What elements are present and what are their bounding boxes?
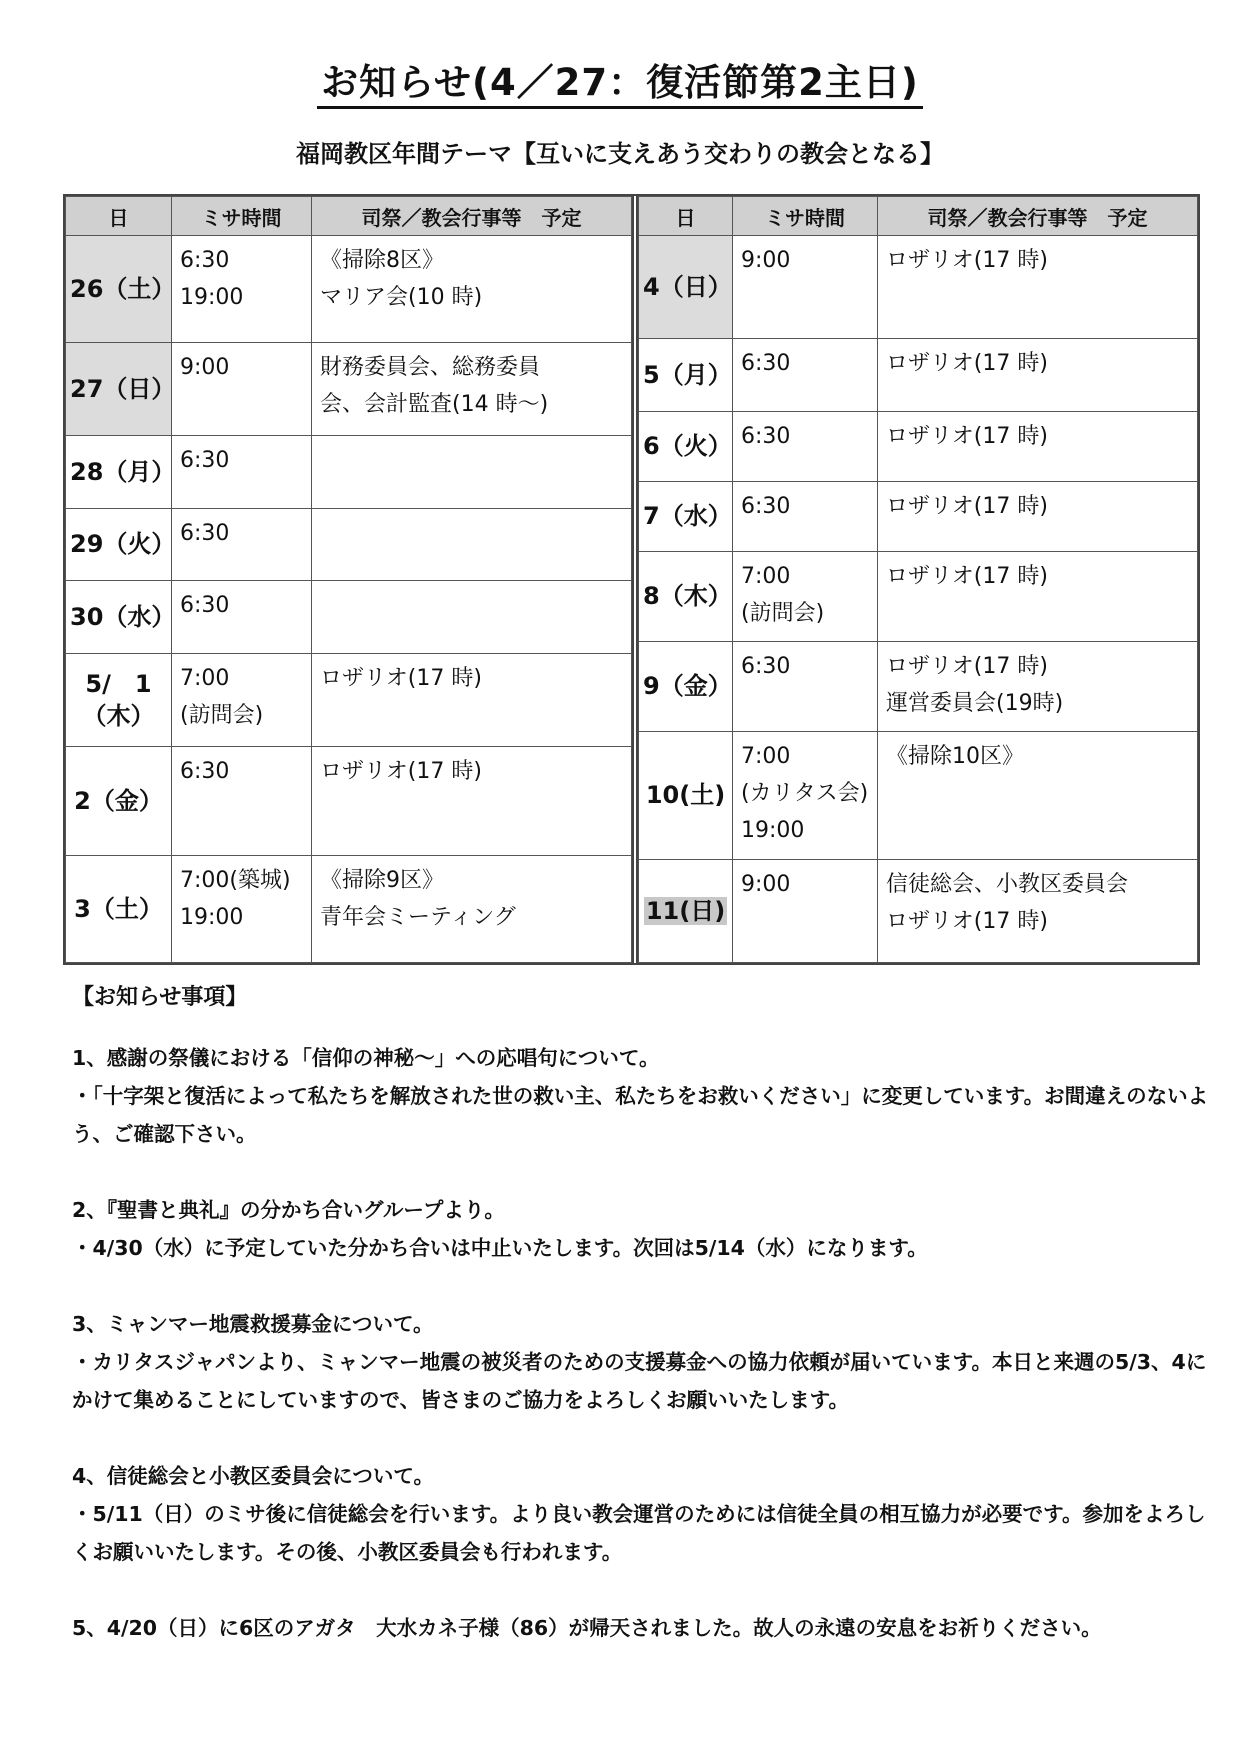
mass-time: 6:30 xyxy=(180,758,230,784)
event-item: ロザリオ(17 時) xyxy=(886,653,1048,679)
events-cell xyxy=(312,581,632,654)
day-label: 11(日) xyxy=(645,896,726,925)
mass-time: 9:00 xyxy=(741,871,791,897)
event-item: 信徒総会、小教区委員会 xyxy=(886,871,1129,897)
notice-item xyxy=(72,1039,1212,1153)
notice-body: ・4/30（水）に予定していた分かち合いは中止いたします。次回は5/14（水）になります。 xyxy=(72,1236,928,1260)
event-item: ロザリオ(17 時) xyxy=(320,758,482,784)
mass-time-cell xyxy=(172,435,312,508)
schedule-row xyxy=(66,581,632,654)
events-cell xyxy=(878,236,1198,339)
day-label: 10(土) xyxy=(645,781,726,810)
mass-time-cell xyxy=(172,581,312,654)
header-events: 司祭／教会行事等 予定 xyxy=(312,197,632,236)
day-cell xyxy=(66,581,176,654)
notice-item xyxy=(72,1305,1212,1419)
events-cell xyxy=(312,746,632,855)
mass-time: 6:30 xyxy=(180,447,230,473)
notice-body: ・「十字架と復活によって私たちを解放された世の救い主、私たちをお救いください」に変更しています。お間違えのないよう、ご確認下さい。 xyxy=(72,1084,1209,1146)
header-mass-time: ミサ時間 xyxy=(172,197,312,236)
schedule-row xyxy=(639,236,1198,339)
mass-time-cell xyxy=(172,746,312,855)
event-item: マリア会(10 時) xyxy=(320,285,483,310)
header-mass-time: ミサ時間 xyxy=(733,197,878,236)
mass-time: 9:00 xyxy=(741,248,791,273)
schedule-row xyxy=(66,342,632,435)
mass-time: 7:00(築城) xyxy=(180,868,291,894)
notice-item xyxy=(72,1191,1212,1267)
event-item: 《掃除8区》 xyxy=(320,248,444,273)
day-label: 29（火） xyxy=(70,530,176,559)
event-item: 《掃除9区》 xyxy=(320,868,444,894)
day-label: 3（土） xyxy=(74,895,163,923)
mass-time: 6:30 xyxy=(741,493,791,519)
day-label: 5/ 1（木） xyxy=(82,669,155,730)
day-cell xyxy=(66,236,176,343)
notice-body: ・5/11（日）のミサ後に信徒総会を行います。より良い教会運営のためには信徒全員の相互協力が必要です。参加をよろしくお願いいたします。その後、小教区委員会も行われます。 xyxy=(72,1502,1206,1564)
schedule-row xyxy=(639,411,1198,481)
events-cell xyxy=(878,481,1198,551)
day-label: 5（月） xyxy=(643,360,732,389)
mass-time: 7:00 xyxy=(741,743,791,769)
event-item: ロザリオ(17 時) xyxy=(886,563,1048,589)
day-label: 7（水） xyxy=(643,502,732,531)
schedule-row xyxy=(639,339,1198,411)
mass-time: 9:00 xyxy=(180,354,230,380)
notices-section xyxy=(72,980,1212,1685)
day-label: 6（火） xyxy=(643,432,732,461)
events-cell xyxy=(878,551,1198,641)
mass-time: 19:00 xyxy=(180,285,244,310)
mass-time: 7:00 xyxy=(741,563,791,589)
mass-time-cell xyxy=(172,236,312,343)
mass-time-cell xyxy=(733,339,878,411)
day-cell xyxy=(639,859,733,962)
day-label: 9（金） xyxy=(643,672,732,701)
mass-time-cell xyxy=(733,731,878,859)
schedule-right-grid xyxy=(638,196,1198,963)
notice-body: ・カリタスジャパンより、ミャンマー地震の被災者のための支援募金への協力依頼が届いています。本日と来週の5/3、4にかけて集めることにしていますので、皆さまのご協力をよろしくお願いいたします。 xyxy=(72,1350,1207,1412)
day-cell xyxy=(639,339,733,411)
event-item: 《掃除10区》 xyxy=(886,743,1024,769)
events-cell xyxy=(878,731,1198,859)
schedule-row xyxy=(66,435,632,508)
mass-time: 6:30 xyxy=(741,423,791,449)
event-item: ロザリオ(17 時) xyxy=(886,351,1048,377)
day-label: 8（木） xyxy=(643,582,732,611)
schedule-right xyxy=(638,196,1198,963)
event-item: 青年会ミーティング xyxy=(320,905,516,931)
day-cell xyxy=(639,641,733,731)
notice-heading: 1、感謝の祭儀における「信仰の神秘～」への応唱句について。 xyxy=(72,1046,660,1070)
event-item: 財務委員会、総務委員 xyxy=(320,354,541,380)
mass-time-cell xyxy=(733,551,878,641)
schedule-row xyxy=(66,856,632,963)
event-item: 運営委員会(19時) xyxy=(886,690,1064,716)
mass-time: (カリタス会) xyxy=(741,780,869,806)
schedule-row xyxy=(639,731,1198,859)
header-day: 日 xyxy=(66,197,172,236)
mass-time: 7:00 xyxy=(180,665,230,691)
schedule-table xyxy=(63,194,1200,965)
day-label: 2（金） xyxy=(74,786,163,815)
day-cell xyxy=(66,435,176,508)
events-cell xyxy=(878,641,1198,731)
mass-time-cell xyxy=(733,236,878,339)
day-label: 28（月） xyxy=(70,457,176,486)
notices-heading: 【お知らせ事項】 xyxy=(72,985,248,1010)
annual-theme: 福岡教区年間テーマ【互いに支えあう交わりの教会となる】 xyxy=(296,140,944,168)
day-label: 4（日） xyxy=(643,273,732,302)
day-cell xyxy=(639,481,733,551)
page-title: お知らせ(4／27：復活節第2主日) xyxy=(0,52,1240,106)
notice-item xyxy=(72,1609,1212,1647)
schedule-row xyxy=(639,859,1198,962)
mass-time-cell xyxy=(172,508,312,581)
schedule-row xyxy=(639,641,1198,731)
schedule-row xyxy=(66,236,632,343)
mass-time: 6:30 xyxy=(741,653,791,679)
event-item: ロザリオ(17 時) xyxy=(886,423,1048,449)
events-cell xyxy=(878,859,1198,962)
day-cell xyxy=(66,856,172,963)
notice-heading: 5、4/20（日）に6区のアガタ 大水カネ子様（86）が帰天されました。故人の永遠の安息をお祈りください。 xyxy=(72,1616,1102,1640)
notice-heading: 2、『聖書と典礼』の分かち合いグループより。 xyxy=(72,1198,505,1222)
notices-list xyxy=(72,1039,1212,1647)
events-cell xyxy=(312,653,632,746)
schedule-left xyxy=(65,196,632,963)
mass-time-cell xyxy=(172,856,312,963)
day-label: 27（日） xyxy=(70,374,176,403)
event-item: ロザリオ(17 時) xyxy=(886,493,1048,519)
mass-time-cell xyxy=(733,411,878,481)
events-cell xyxy=(312,236,632,343)
mass-time-cell xyxy=(733,481,878,551)
mass-time: 6:30 xyxy=(180,520,230,546)
mass-time: 6:30 xyxy=(180,593,230,619)
day-cell xyxy=(66,653,172,746)
day-cell xyxy=(66,746,172,855)
header-day: 日 xyxy=(639,197,733,236)
mass-time-cell xyxy=(172,342,312,435)
events-cell xyxy=(878,411,1198,481)
event-item: ロザリオ(17 時) xyxy=(886,908,1048,934)
day-cell xyxy=(639,236,733,339)
mass-time: 19:00 xyxy=(741,817,805,843)
mass-time: 6:30 xyxy=(180,248,230,273)
day-cell xyxy=(66,508,176,581)
events-cell xyxy=(312,856,632,963)
schedule-row xyxy=(66,746,632,855)
schedule-row xyxy=(639,551,1198,641)
day-cell xyxy=(66,342,176,435)
schedule-row xyxy=(639,481,1198,551)
day-cell xyxy=(639,731,733,859)
day-label: 26（土） xyxy=(70,274,176,303)
mass-time: (訪問会) xyxy=(180,702,264,728)
event-item: 会、会計監査(14 時～) xyxy=(320,391,549,417)
events-cell xyxy=(312,435,632,508)
events-cell xyxy=(878,339,1198,411)
schedule-row xyxy=(66,653,632,746)
schedule-row xyxy=(66,508,632,581)
day-label: 30（水） xyxy=(70,603,176,632)
mass-time: 19:00 xyxy=(180,905,244,931)
mass-time-cell xyxy=(733,859,878,962)
header-events: 司祭／教会行事等 予定 xyxy=(878,197,1198,236)
events-cell xyxy=(312,508,632,581)
mass-time-cell xyxy=(172,653,312,746)
day-cell xyxy=(639,551,733,641)
mass-time: (訪問会) xyxy=(741,600,825,626)
notice-heading: 4、信徒総会と小教区委員会について。 xyxy=(72,1464,434,1488)
day-cell xyxy=(639,411,733,481)
event-item: ロザリオ(17 時) xyxy=(886,248,1048,273)
notice-item xyxy=(72,1457,1212,1571)
schedule-left-grid xyxy=(65,196,632,963)
event-item: ロザリオ(17 時) xyxy=(320,665,482,691)
notice-heading: 3、ミャンマー地震救援募金について。 xyxy=(72,1312,434,1336)
events-cell xyxy=(312,342,632,435)
mass-time: 6:30 xyxy=(741,351,791,377)
mass-time-cell xyxy=(733,641,878,731)
